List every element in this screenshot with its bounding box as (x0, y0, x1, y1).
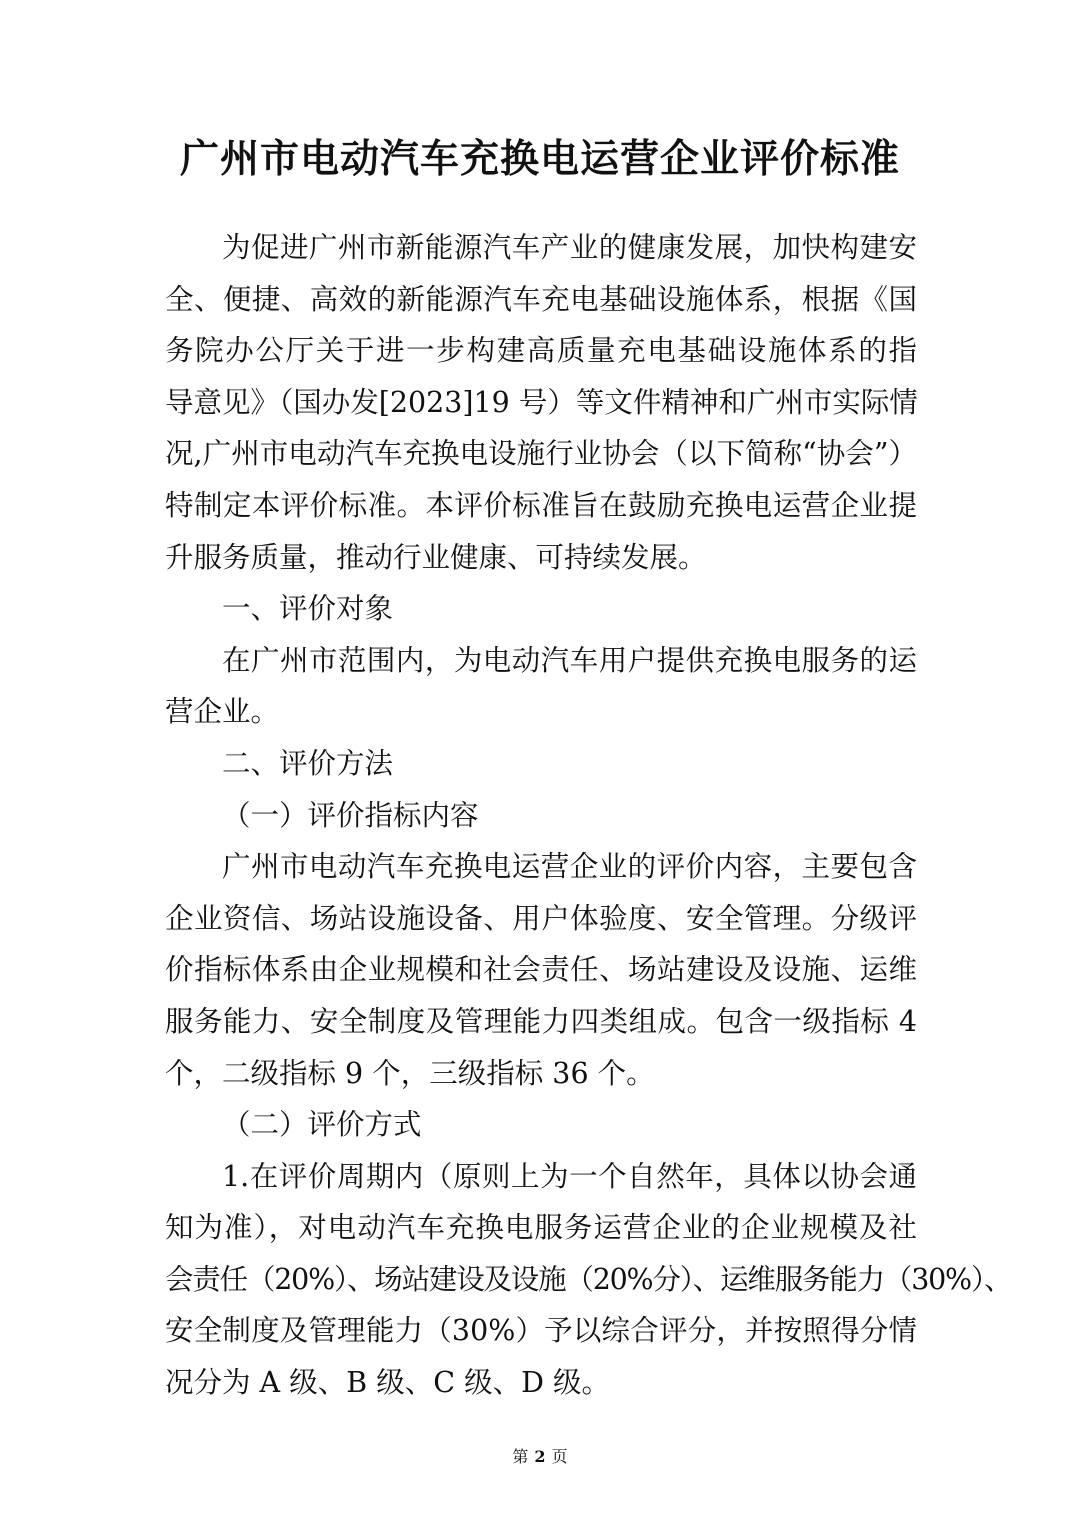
section-heading: 一、评价对象 (222, 592, 394, 626)
page-footer (0, 1446, 1080, 1468)
paragraph-line: 况,广州市电动汽车充换电设施行业协会（以下简称“协会”） (165, 437, 917, 471)
page-title: 广州市电动汽车充换电运营企业评价标准 (179, 137, 900, 182)
paragraph-line: 个，二级指标 9 个，三级指标 36 个。 (165, 1056, 655, 1090)
paragraph-line: 会责任（20%）、场站建设及设施（20%分）、运维服务能力（30%）、 (165, 1262, 1012, 1296)
paragraph-line: 务院办公厅关于进一步构建高质量充电基础设施体系的指 (165, 334, 917, 368)
paragraph-line: 导意见》（国办发[2023]19 号）等文件精神和广州市实际情 (165, 385, 918, 419)
subsection-heading: （一）评价指标内容 (222, 798, 479, 832)
paragraph-line: 企业资信、场站设施设备、用户体验度、安全管理。分级评 (165, 901, 917, 935)
paragraph-line: 况分为 A 级、B 级、C 级、D 级。 (165, 1366, 610, 1400)
paragraph-line: 全、便捷、高效的新能源汽车充电基础设施体系，根据《国 (165, 282, 917, 316)
paragraph-line: 1.在评价周期内（原则上为一个自然年，具体以协会通 (222, 1159, 917, 1193)
paragraph-line: 升服务质量，推动行业健康、可持续发展。 (165, 540, 707, 574)
page-number: 2 (534, 1447, 546, 1466)
paragraph-line: 知为准），对电动汽车充换电服务运营企业的企业规模及社 (165, 1211, 917, 1245)
footer-prefix: 第 (512, 1447, 529, 1466)
paragraph-line: 特制定本评价标准。本评价标准旨在鼓励充换电运营企业提 (165, 488, 917, 522)
paragraph-line: 营企业。 (165, 695, 280, 729)
paragraph-line: 为促进广州市新能源汽车产业的健康发展，加快构建安 (222, 231, 917, 264)
paragraph-line: 在广州市范围内，为电动汽车用户提供充换电服务的运 (222, 643, 917, 677)
paragraph-line: 价指标体系由企业规模和社会责任、场站建设及设施、运维 (165, 953, 917, 987)
section-heading: 二、评价方法 (222, 746, 394, 780)
document-body (165, 222, 1012, 1409)
paragraph-line: 服务能力、安全制度及管理能力四类组成。包含一级指标 4 (165, 1004, 917, 1038)
subsection-heading: （二）评价方式 (222, 1108, 422, 1142)
paragraph-line: 安全制度及管理能力（30%）予以综合评分，并按照得分情 (165, 1314, 917, 1348)
paragraph-line: 广州市电动汽车充换电运营企业的评价内容，主要包含 (222, 850, 917, 884)
footer-suffix: 页 (551, 1447, 568, 1466)
